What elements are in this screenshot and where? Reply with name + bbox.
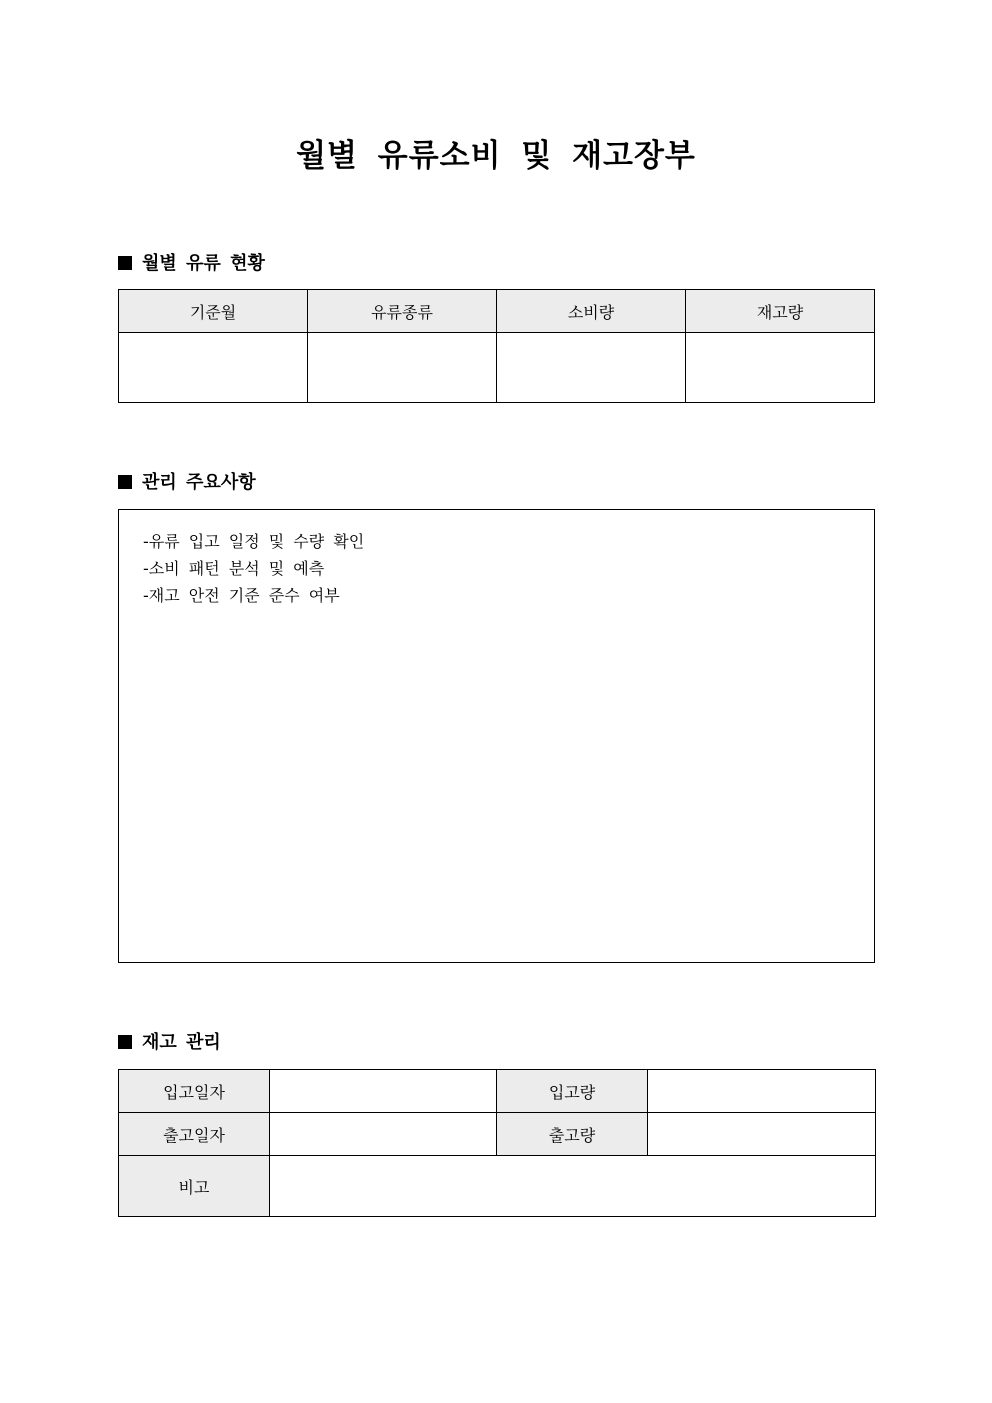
table-row	[119, 333, 875, 403]
table-row	[119, 1156, 876, 1217]
monthly-status-table	[118, 289, 875, 403]
page-title: 월별 유류소비 및 재고장부	[296, 138, 696, 174]
base-month-cell[interactable]	[119, 333, 308, 403]
column-header-consumption: 소비량	[497, 290, 686, 333]
inventory-table	[118, 1069, 876, 1217]
square-bullet-icon	[118, 475, 132, 489]
table-header-row	[119, 290, 875, 333]
in-qty-field[interactable]	[648, 1070, 876, 1113]
section-heading-monthly-status	[118, 252, 265, 276]
list-item: -재고 안전 기준 준수 여부	[143, 586, 340, 605]
out-qty-field[interactable]	[648, 1113, 876, 1156]
in-date-field[interactable]	[270, 1070, 497, 1113]
column-header-fuel-type: 유류종류	[308, 290, 497, 333]
section-heading-label: 월별 유류 현황	[142, 253, 265, 274]
table-row	[119, 1113, 876, 1156]
square-bullet-icon	[118, 256, 132, 270]
square-bullet-icon	[118, 1035, 132, 1049]
section-heading-inventory	[118, 1031, 221, 1055]
remarks-field[interactable]	[270, 1156, 876, 1217]
list-item: -소비 패턴 분석 및 예측	[143, 559, 325, 578]
out-date-label: 출고일자	[119, 1113, 270, 1156]
management-notes-box[interactable]	[118, 509, 875, 963]
column-header-base-month: 기준월	[119, 290, 308, 333]
list-item: -유류 입고 일정 및 수량 확인	[143, 532, 365, 551]
remarks-label: 비고	[119, 1156, 270, 1217]
fuel-type-cell[interactable]	[308, 333, 497, 403]
stock-cell[interactable]	[686, 333, 875, 403]
section-heading-label: 재고 관리	[142, 1032, 221, 1053]
out-qty-label: 출고량	[497, 1113, 648, 1156]
section-heading-label: 관리 주요사항	[142, 472, 256, 493]
in-date-label: 입고일자	[119, 1070, 270, 1113]
column-header-stock: 재고량	[686, 290, 875, 333]
in-qty-label: 입고량	[497, 1070, 648, 1113]
notes-list	[119, 510, 874, 609]
table-row	[119, 1070, 876, 1113]
consumption-cell[interactable]	[497, 333, 686, 403]
section-heading-management-notes	[118, 471, 256, 495]
out-date-field[interactable]	[270, 1113, 497, 1156]
